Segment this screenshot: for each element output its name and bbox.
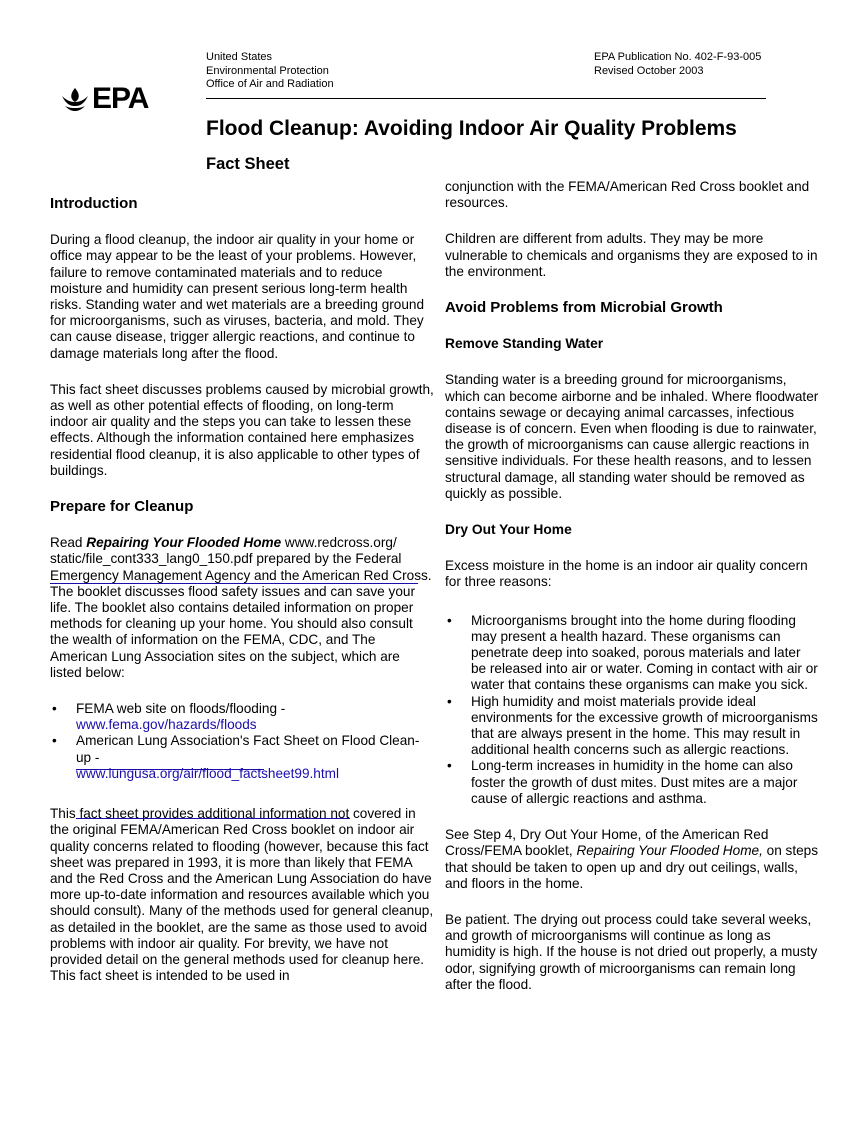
avoid-heading: Avoid Problems from Microbial Growth xyxy=(445,299,723,317)
bullet-text: American Lung Association's Fact Sheet on Flood Clean-up - xyxy=(76,733,420,765)
prepare-paragraph xyxy=(50,535,434,681)
continued-paragraph: conjunction with the FEMA/American Red Cross booklet and resources. xyxy=(445,179,810,211)
scan-underline xyxy=(76,769,264,770)
epa-flower-icon xyxy=(60,86,90,112)
revision-date: Revised October 2003 xyxy=(594,64,704,77)
booklet-title: Repairing Your Flooded Home xyxy=(86,535,282,551)
read-text: Read xyxy=(50,535,87,551)
logo-text: EPA xyxy=(92,82,149,115)
list-item: • High humidity and moist materials provide ideal environments for the excessive growth of microorganisms that are always present in the home. This may result in additional health concerns such as allergic reactions. xyxy=(445,694,819,759)
agency-line: Office of Air and Radiation xyxy=(206,78,334,90)
publication-number: EPA Publication No. 402-F-93-005 xyxy=(594,51,762,63)
children-paragraph: Children are different from adults. They may be more vulnerable to chemicals and organisms they are exposed to in the environment. xyxy=(445,231,818,279)
right-column xyxy=(445,179,819,993)
standing-water-paragraph: Standing water is a breeding ground for microorganisms, which can become airborne and be inhaled. Where floodwater contains sewage or decaying animal carcasses, infectious disease is of concern. Even when flooding is due to rainwater, the growth of microorganisms can cause allergic reactions in sensitive individuals. For these health reasons, and to lessen structural damage, all standing water should be removed as quickly as possible. xyxy=(445,372,819,501)
agency-line: United States xyxy=(206,51,273,63)
dry-out-paragraph: Excess moisture in the home is an indoor air quality concern for three reasons: xyxy=(445,558,808,590)
lung-association-link[interactable]: www.lungusa.org/air/flood_factsheet99.html xyxy=(76,765,339,781)
scan-underline xyxy=(76,818,350,819)
list-item xyxy=(50,733,434,782)
fema-link[interactable]: www.fema.gov/hazards/floods xyxy=(76,717,257,733)
step-pre: See Step 4, Dry Out Your Home, of the American Red Cross/FEMA booklet, xyxy=(445,827,769,859)
agency-line: Environmental Protection xyxy=(206,64,329,77)
step-paragraph xyxy=(445,827,819,892)
patience-paragraph: Be patient. The drying out process could take several weeks, and growth of microorganisms will continue as long as humidity is high. If the house is not dried out properly, a musty odor, signifying growth of microorganisms can remain long after the flood. xyxy=(445,911,818,992)
left-column xyxy=(50,196,434,984)
list-item: • Long-term increases in humidity in the home can also foster the growth of dust mites. Dust mites are a major cause of allergic reactions and asthma. xyxy=(445,758,819,807)
header-rule xyxy=(206,98,766,99)
dry-out-heading: Dry Out Your Home xyxy=(445,522,572,538)
scan-underline xyxy=(50,583,418,584)
intro-paragraph-2: This fact sheet discusses problems caused by microbial growth, as well as other potential effects of flooding, on long-term indoor air quality and the steps you can take to lessen these effects. Although the information contained here emphasizes residential flood cleanup, it is also applicable to other types of buildings. xyxy=(50,381,434,478)
step-booklet-title: Repairing Your Flooded Home, xyxy=(576,843,763,859)
publication-block xyxy=(594,51,761,78)
bullet-text: FEMA web site on floods/flooding - xyxy=(76,701,286,717)
intro-paragraph-1: During a flood cleanup, the indoor air quality in your home or office may appear to be the least of your problems. However, failure to remove contaminated materials and to reduce moisture and humidity can present serious long-term health risks. Standing water and wet materials are a breeding ground for microorganisms, such as viruses, bacteria, and mold. They can cause disease, trigger allergic reactions, and continue to damage materials long after the flood. xyxy=(50,232,425,361)
prepare-heading: Prepare for Cleanup xyxy=(50,498,194,516)
intro-heading: Introduction xyxy=(50,195,138,212)
step-post: on steps that should be taken to open up and dry out ceilings, walls, and floors in the home. xyxy=(445,843,819,891)
agency-block xyxy=(206,51,334,92)
list-item: • Microorganisms brought into the home during flooding may present a health hazard. These organisms can penetrate deep into soaked, porous materials and later be released into air or water. Coming in contact with air or water that contains these organisms can make you sick. xyxy=(445,613,819,694)
final-paragraph: This fact sheet provides additional information not covered in the original FEMA/American Red Cross booklet on indoor air quality concerns related to flooding (however, because this fact sheet was prepared in 1993, it is more than likely that FEMA and the Red Cross and the American Lung Association do have more up-to-date information and resources available which you should consult). Many of the methods used for general cleanup, as detailed in the booklet, are the same as those used to avoid problems with indoor air quality. For brevity, we have not provided detail on the general methods used for cleanup here. This fact sheet is intended to be used in xyxy=(50,806,434,984)
moisture-reasons-list xyxy=(445,613,819,807)
standing-water-heading: Remove Standing Water xyxy=(445,336,604,352)
epa-logo xyxy=(60,82,148,116)
list-item xyxy=(50,701,434,733)
page-title: Flood Cleanup: Avoiding Indoor Air Quality Problems xyxy=(206,117,737,140)
prepare-rest: www.redcross.org/ static/file_cont333_lang0_150.pdf prepared by the Federal Emergency Management Agency and the American Red Cross. The booklet discusses flood safety issues and can save your life. The booklet also contains detailed information on proper methods for cleaning up your home. You should also consult the wealth of information on the FEMA, CDC, and The American Lung Association sites on the subject, which are listed below: xyxy=(50,535,432,680)
page-subtitle: Fact Sheet xyxy=(206,155,290,173)
